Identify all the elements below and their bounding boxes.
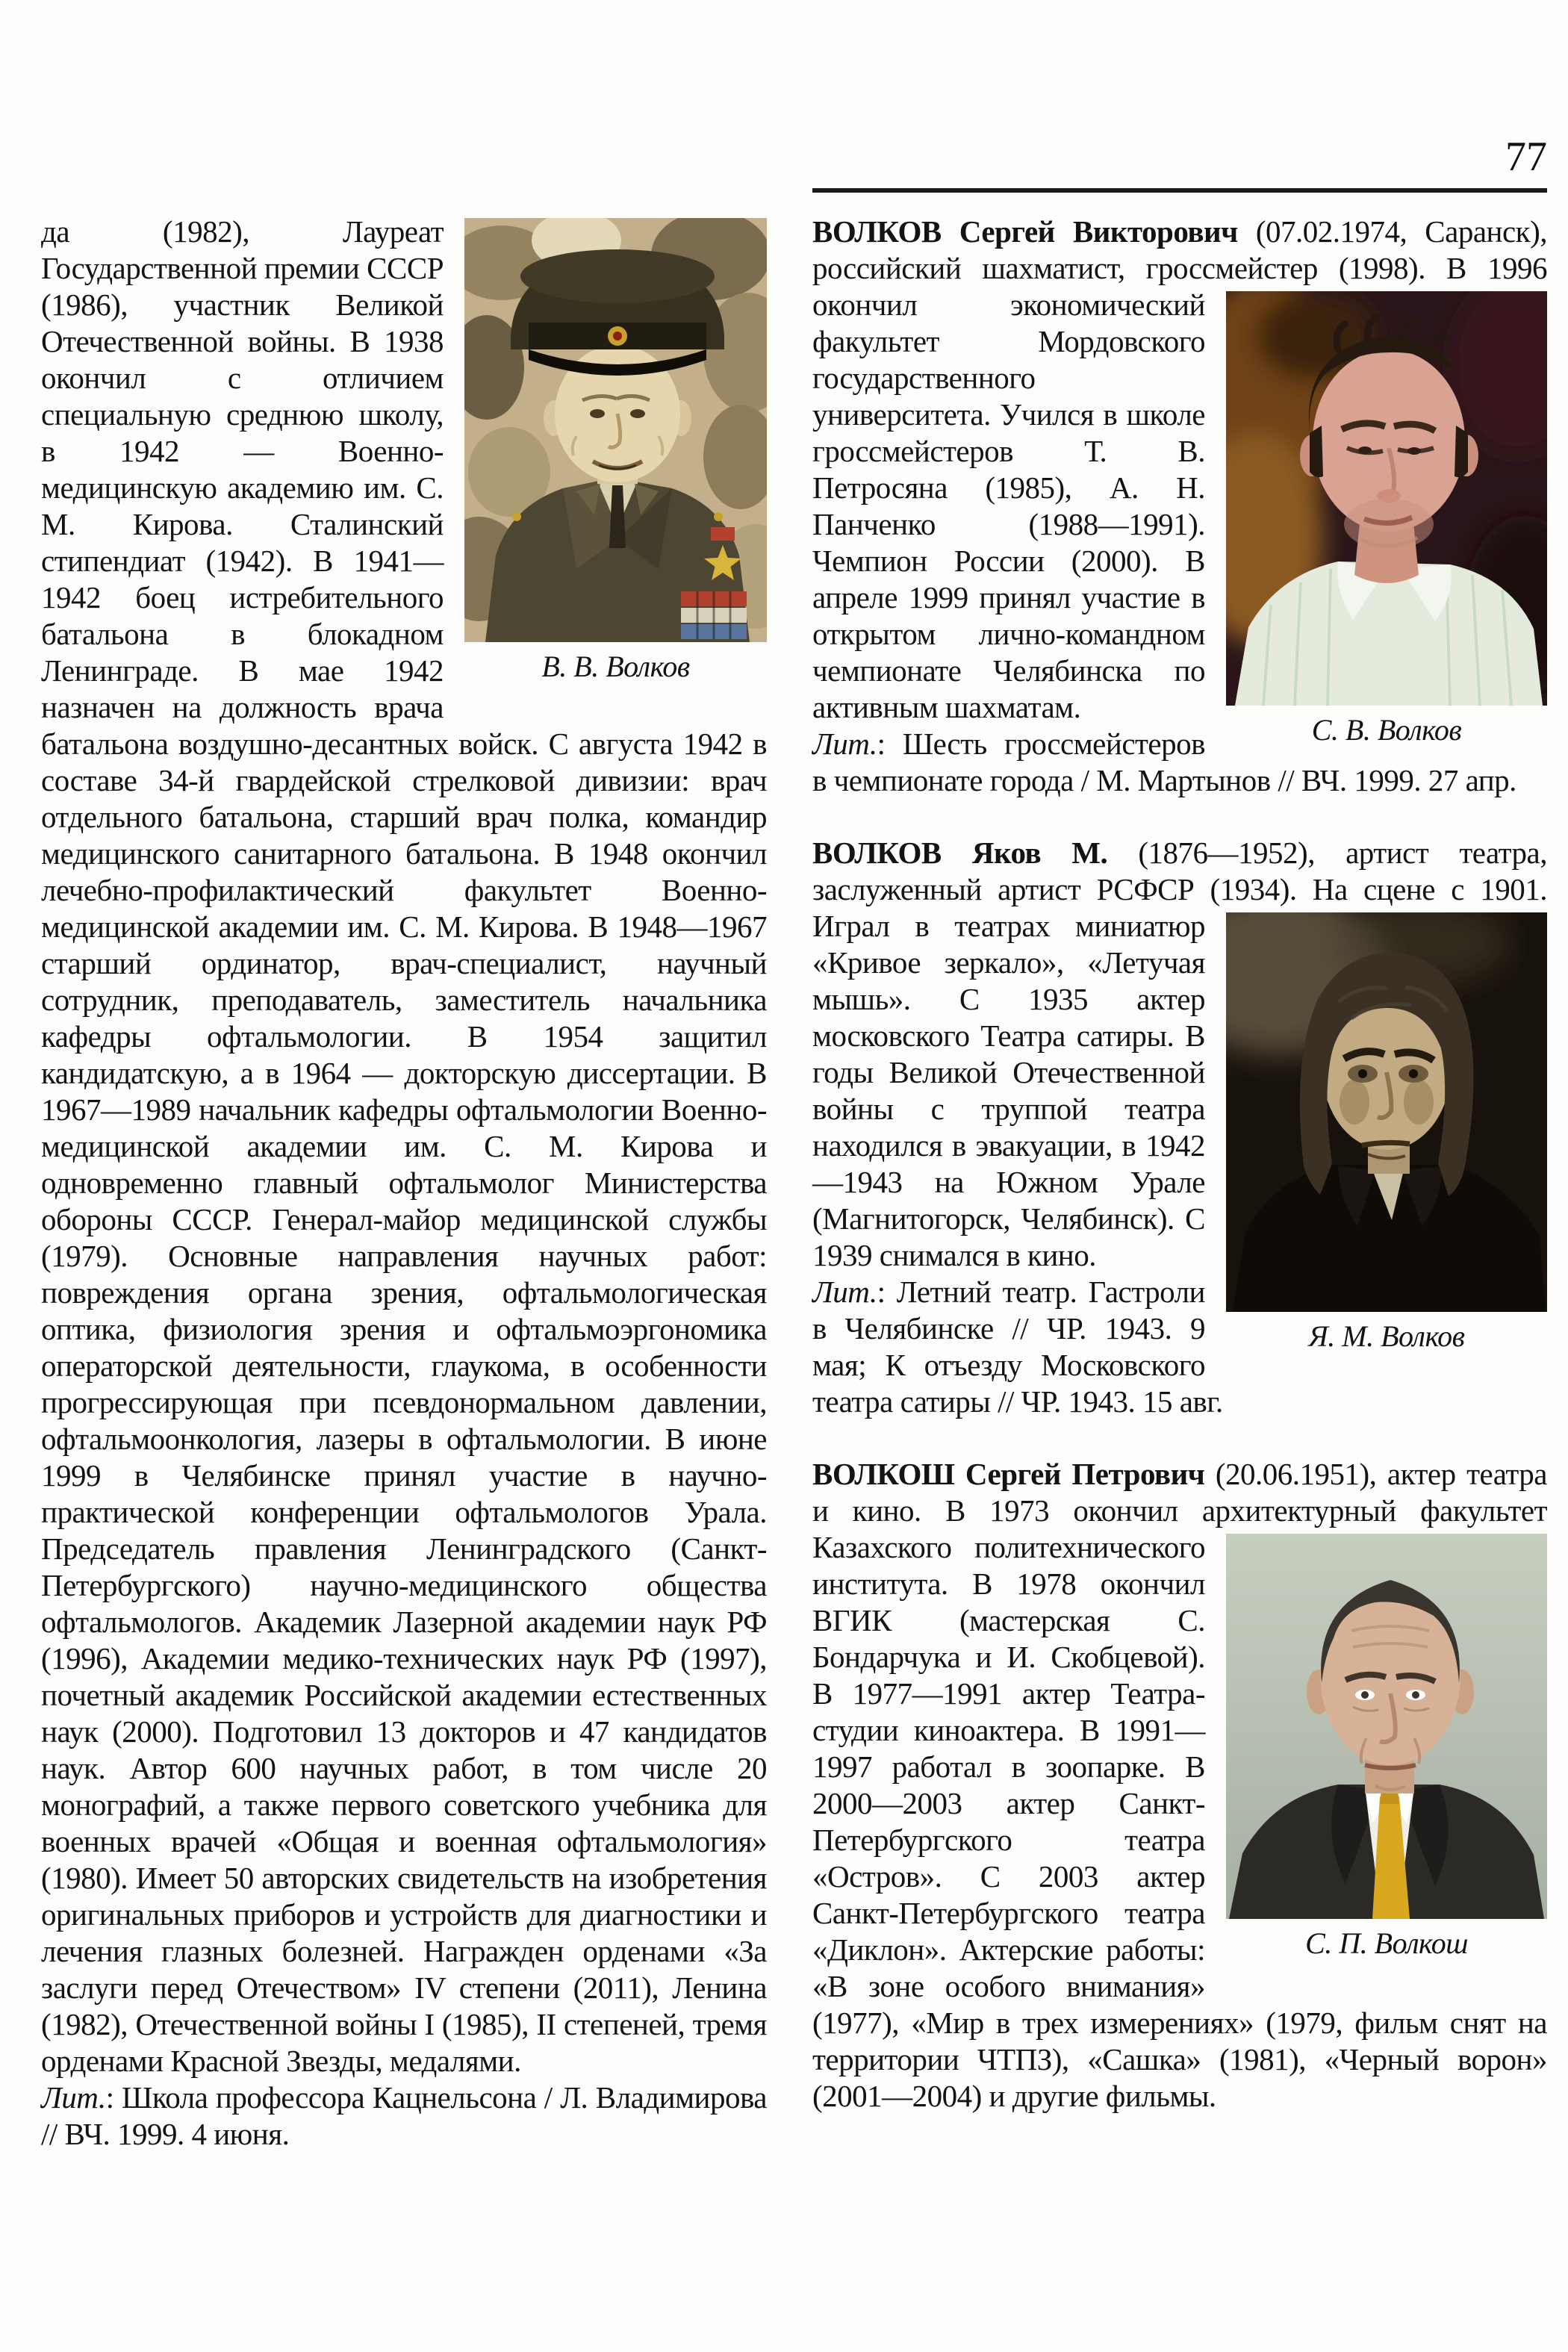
entry-lead: (1876—1952), артист театра, заслуженный артист РСФСР (1934). На сцене с xyxy=(812,836,1547,906)
headword: ВОЛКОВ Яков М. xyxy=(812,836,1108,870)
lit-label: Лит. xyxy=(812,727,877,761)
header-rule xyxy=(812,188,1547,193)
entry-vv-volkov-paragraph xyxy=(41,214,767,2079)
entry-text: 1901. Играл в театрах миниатюр «Кривое зеркало», «Летучая мышь». С 1935 актер московского Театра сатиры. В годы Великой Отечественной войны с труппой театра находился в эвакуации, в 1942—1943 на Южном Урале (Магнитогорск, Челябинск). С 1939 снимался в кино. xyxy=(812,872,1547,1272)
right-column xyxy=(812,214,1547,2115)
photo-sv-volkov-image xyxy=(1226,291,1547,706)
lit-text: : Школа профессора Кацнельсона / Л. Владимирова // ВЧ. 1999. 4 июня. xyxy=(41,2080,767,2151)
lit-label: Лит. xyxy=(41,2080,106,2115)
ribbon-bars xyxy=(681,591,747,639)
photo-figure-vv-volkov xyxy=(464,218,767,684)
photo-caption: В. В. Волков xyxy=(541,650,690,683)
entry-sp-volkosh-paragraph xyxy=(812,1456,1547,2115)
entry-sv-volkov xyxy=(812,214,1547,799)
entry-ym-volkov xyxy=(812,835,1547,1420)
photo-caption: Я. М. Волков xyxy=(1308,1319,1465,1353)
entry-lead: (07.02.1974, Саранск), российский шахматист, гроссмейстер xyxy=(812,214,1548,285)
photo-figure-ym-volkov xyxy=(1226,912,1547,1354)
entry-text: факультет Казахского политехнического института. В 1978 окончил ВГИК (мастерская С. Бондарчука и И. Скобцевой). В 1977—1991 актер Театра-студии киноактера. В 1991—1997 работал в зоопарке. В 2000—2003 актер Санкт-Петербургского театра «Остров». С 2003 актер Санкт-Петербургского театра «Диклон». Актерские работы: «В зоне особого внимания» (1977), «Мир в трех измерениях» (1979, фильм снят на территории ЧТПЗ), «Сашка» (1981), «Черный ворон» (2001—2004) и другие фильмы. xyxy=(812,1493,1547,2113)
headword: ВОЛКОВ Сергей Викторович xyxy=(812,214,1238,249)
photo-caption: С. В. Волков xyxy=(1311,713,1462,747)
page-number: 77 xyxy=(1505,134,1547,180)
headword: ВОЛКОШ Сергей Петрович xyxy=(812,1457,1205,1491)
entry-continuation-text: да (1982), Лауреат Государственной премии СССР (1986), участник Великой Отечественной войны. В 1938 окончил с отличием специальную среднюю школу, в 1942 — Военно-медицинскую академию им. С. М. Кирова. Сталинский стипендиат (1942). В 1941—1942 боец истребительного батальона в блокадном Ленинграде. В мае 1942 назначен на должность врача батальона воздушно-десантных войск. С августа 1942 в составе 34-й гвардейской стрелковой дивизии: врач отдельного батальона, старший врач полка, командир медицинского санитарного батальона. В 1948 окончил лечебно-профилактический факультет Военно-медицинской академии им. С. М. Кирова. В 1948—1967 старший ординатор, врач-специалист, научный сотрудник, преподаватель, заместитель начальника кафедры офтальмологии. В 1954 защитил кандидатскую, а в 1964 — докторскую диссертации. В 1967—1989 начальник кафедры офтальмологии Военно-медицинской академии им. С. М. Кирова и одновременно главный офтальмолог Министерства обороны СССР. Генерал-майор медицинской службы (1979). Основные направления научных работ: повреждения органа зрения, офтальмологическая оптика, физиология зрения и офтальмоэргономика операторской деятельности, глаукома, в особенности прогрессирующая при псевдонормальном давлении, офтальмоонкология, лазеры в офтальмологии. В июне 1999 в Челябинске принял участие в научно-практической конференции офтальмологов Урала. Председатель правления Ленинградского (Санкт-Петербургского) научно-медицинского общества офтальмологов. Академик Лазерной академии наук РФ (1996), Академии медико-технических наук РФ (1997), почетный академик Российской академии естественных наук (2000). Подготовил 13 докторов и 47 кандидатов наук. Автор 600 научных работ, в том числе 20 монографий, а также первого советского учебника для военных врачей «Общая и военная офтальмология» (1980). Имеет 50 авторских свидетельств на изобретения оригинальных приборов и устройств для диагностики и лечения глазных болезней. Награжден орденами «За заслуги перед Отечеством» IV степени (2011), Ленина (1982), Отечественной войны I (1985), II степеней, тремя орденами Красной Звезды, медалями. xyxy=(41,214,767,2078)
photo-sp-volkosh-image xyxy=(1226,1534,1547,1919)
entry-sp-volkosh xyxy=(812,1456,1547,2115)
entry-lead: (20.06.1951), актер театра и кино. В 1973 окончил архитектурный xyxy=(812,1457,1547,1528)
entry-vv-volkov-lit xyxy=(41,2079,767,2153)
lit-text: : Летний театр. Гастроли в Челябинске // ЧР. 1943. 9 мая; К отъезду Московского театра сатиры // ЧР. 1943. 15 авг. xyxy=(812,1275,1223,1419)
photo-figure-sp-volkosh xyxy=(1226,1534,1547,1961)
photo-caption: С. П. Волкош xyxy=(1305,1926,1468,1960)
lit-text: : Шесть гроссмейстеров в чемпионате города / М. Мартынов // ВЧ. 1999. 27 апр. xyxy=(812,727,1516,797)
lit-label: Лит. xyxy=(812,1275,877,1309)
entry-text: (1998). В 1996 окончил экономический факультет Мордовского государственного университета. Учился в школе гроссмейстеров Т. В. Петросяна (1985), А. Н. Панченко (1988—1991). Чемпион России (2000). В апреле 1999 принял участие в открытом лично-командном чемпионате Челябинска по активным шахматам. xyxy=(812,251,1547,724)
photo-ym-volkov-image xyxy=(1226,912,1547,1312)
photo-vv-volkov-image xyxy=(464,218,767,642)
photo-figure-sv-volkov xyxy=(1226,291,1547,747)
left-column xyxy=(41,214,767,2153)
